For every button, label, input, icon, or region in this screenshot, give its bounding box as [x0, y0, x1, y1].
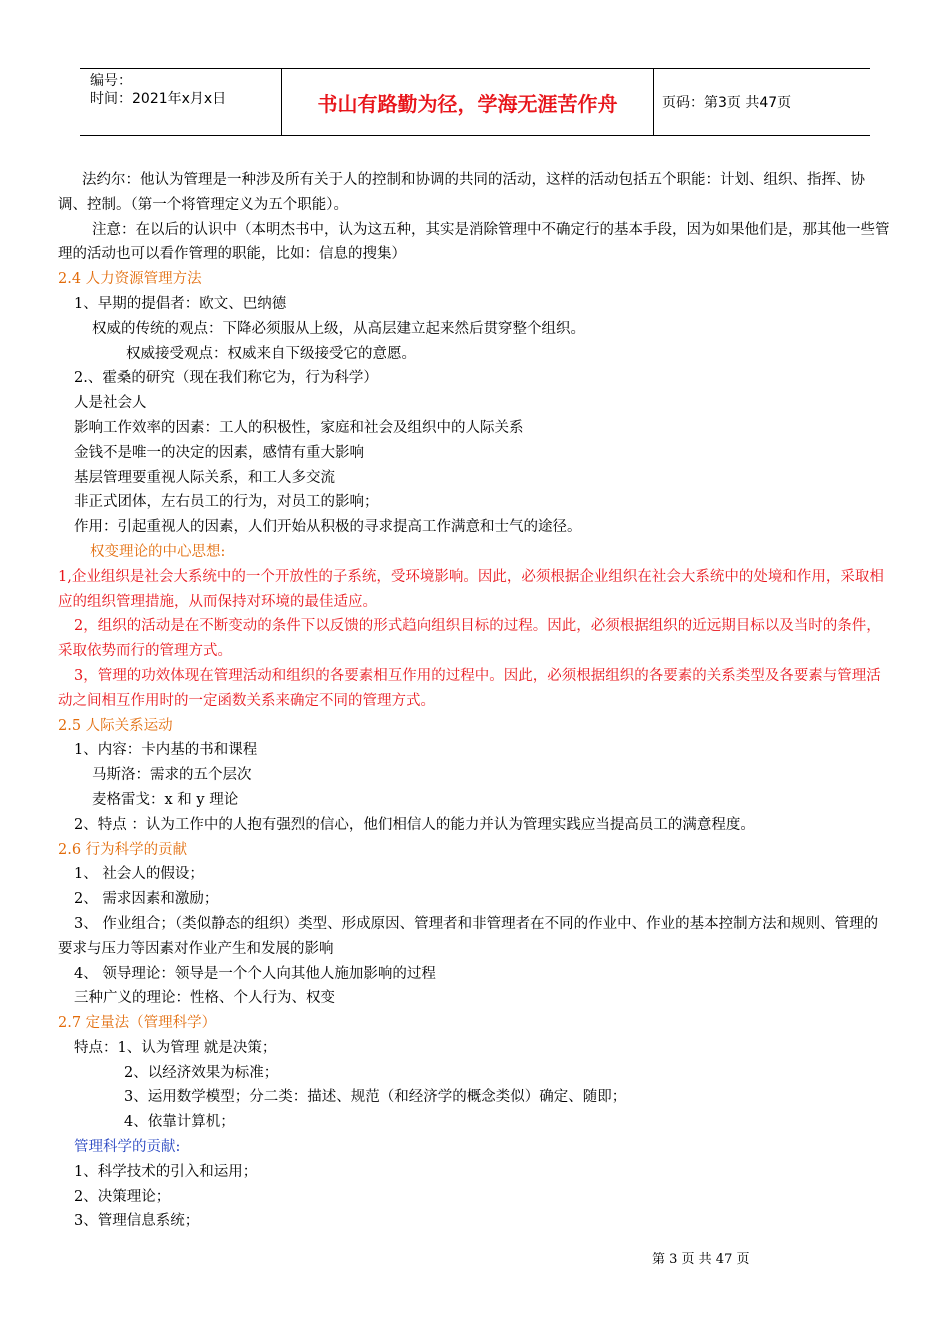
body-paragraph: 人是社会人 [74, 395, 147, 412]
body-paragraph: 权威的传统的观点：下降必须服从上级，从高层建立起来然后贯穿整个组织。 [92, 320, 585, 337]
page-header [80, 68, 870, 136]
body-paragraph: 非正式团体，左右员工的行为，对员工的影响； [74, 494, 379, 511]
body-paragraph: 基层管理要重视人际关系，和工人多交流 [74, 469, 335, 486]
body-paragraph: 1,企业组织是社会大系统中的一个开放性的子系统，受环境影响。因此，必须根据企业组织在社会大系统中的处境和作用，采取相应的组织管理措施，从而保持对环境的最佳适应。 [58, 568, 884, 610]
body-paragraph: 权威接受观点：权威来自下级接受它的意愿。 [126, 345, 416, 362]
body-paragraph: 影响工作效率的因素：工人的积极性，家庭和社会及组织中的人际关系 [74, 419, 524, 436]
body-paragraph: 三种广义的理论：性格、个人行为、权变 [74, 990, 335, 1007]
body-paragraph: 2、特点 ：认为工作中的人抱有强烈的信心，他们相信人的能力并认为管理实践应当提高员工的满意程度。 [74, 816, 755, 833]
page-footer: 第 3 页 共 47 页 [652, 1252, 750, 1267]
body-paragraph: 管理科学的贡献: [74, 1139, 181, 1156]
body-paragraph: 2、 需求因素和激励； [74, 891, 219, 908]
body-paragraph: 1、早期的提倡者：欧文、巴纳德 [74, 295, 287, 312]
body-paragraph: 4、依靠计算机； [124, 1114, 235, 1131]
body-paragraph: 4、 领导理论：领导是一个个人向其他人施加影响的过程 [74, 965, 436, 982]
body-paragraph: 法约尔：他认为管理是一种涉及所有关于人的控制和协调的共同的活动，这样的活动包括五个职能：计划、组织、指挥、协调、控制。（第一个将管理定义为五个职能）。 [58, 172, 865, 213]
body-paragraph: 3，管理的功效体现在管理活动和组织的各要素相互作用的过程中。因此，必须根据组织的各要素的关系类型及各要素与管理活动之间相互作用时的一定函数关系来确定不同的管理方式。 [58, 667, 881, 709]
body-paragraph: 1、科学技术的引入和运用； [74, 1163, 258, 1180]
section-heading: 2.4 人力资源管理方法 [58, 271, 202, 288]
body-paragraph: 马斯洛：需求的五个层次 [92, 767, 252, 784]
body-paragraph: 作用：引起重视人的因素，人们开始从积极的寻求提高工作满意和士气的途径。 [74, 519, 582, 536]
body-paragraph: 3、 作业组合；（类似静态的组织）类型、形成原因、管理者和非管理者在不同的作业中、作业的基本控制方法和规则、管理的要求与压力等因素对作业产生和发展的影响 [58, 915, 879, 957]
body-paragraph: 注意：在以后的认识中（本明杰书中，认为这五种，其实是消除管理中不确定行的基本手段，因为如果他们是，那其他一些管理的活动也可以看作管理的职能，比如：信息的搜集） [58, 221, 890, 263]
body-paragraph: 3、运用数学模型；分二类：描述、规范（和经济学的概念类似）确定、随即； [124, 1089, 627, 1106]
body-paragraph: 2，组织的活动是在不断变动的条件下以反馈的形式趋向组织目标的过程。因此，必须根据组织的近远期目标以及当时的条件，采取依势而行的管理方式。 [58, 618, 881, 660]
document-body [58, 168, 892, 1234]
body-paragraph: 3、管理信息系统； [74, 1213, 200, 1230]
header-page-number: 页码：第3页 共47页 [662, 95, 792, 111]
header-motto: 书山有路勤为径，学海无涯苦作舟 [282, 69, 654, 135]
body-paragraph: 2、决策理论； [74, 1188, 171, 1205]
document-time-label: 时间：2021年x月x日 [90, 91, 227, 107]
document-number-label: 编号： [90, 73, 132, 89]
body-paragraph: 1、内容：卡内基的书和课程 [74, 742, 258, 759]
header-meta [80, 69, 282, 135]
body-paragraph: 麦格雷戈：x 和 y 理论 [92, 791, 239, 808]
body-paragraph: 特点：1、认为管理 就是决策； [74, 1039, 277, 1056]
body-paragraph: 1、 社会人的假设； [74, 866, 204, 883]
section-heading: 2.7 定量法（管理科学） [58, 1015, 217, 1032]
body-paragraph: 2.、霍桑的研究（现在我们称它为，行为科学） [74, 370, 378, 387]
section-heading: 权变理论的中心思想: [90, 543, 226, 560]
section-heading: 2.5 人际关系运动 [58, 717, 173, 734]
body-paragraph: 金钱不是唯一的决定的因素，感情有重大影响 [74, 444, 364, 461]
body-paragraph: 2、以经济效果为标准； [124, 1064, 279, 1081]
section-heading: 2.6 行为科学的贡献 [58, 841, 188, 858]
